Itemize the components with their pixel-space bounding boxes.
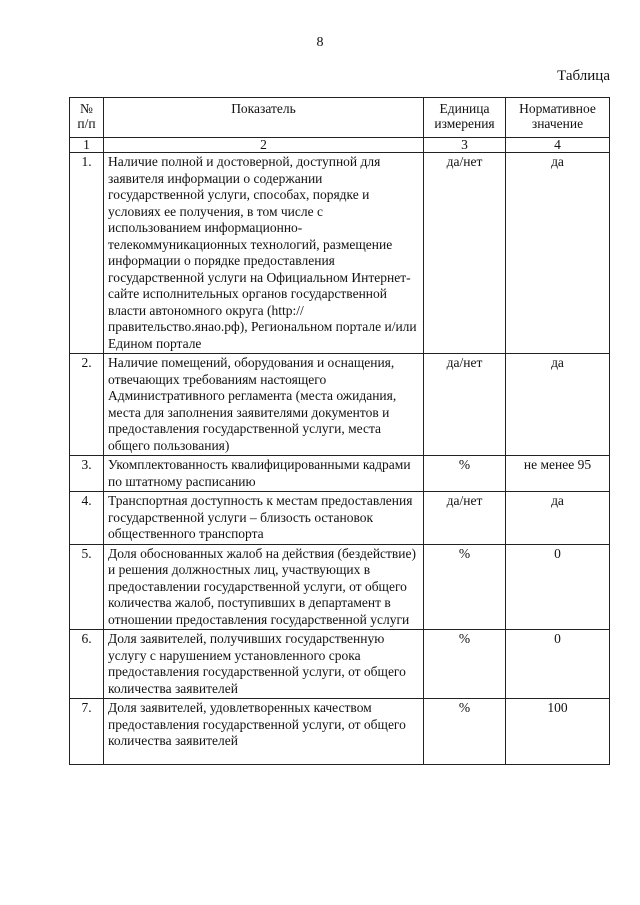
column-number: 1 <box>70 138 104 153</box>
row-number: 2. <box>70 354 104 456</box>
row-norm: да <box>506 153 610 354</box>
row-indicator: Укомплектованность квалифицированными кадрами по штатному расписанию <box>104 456 424 492</box>
header-norm: Нормативное значение <box>506 98 610 138</box>
table-row <box>70 630 610 699</box>
row-unit: % <box>424 699 506 765</box>
row-norm: 0 <box>506 544 610 630</box>
row-number: 6. <box>70 630 104 699</box>
row-indicator: Доля обоснованных жалоб на действия (бездействие) и решения должностных лиц, участвующих в предоставлении государственной услуги, от общего количества жалоб, поступивших в департамент в отношении предоставления государственной услуги <box>104 544 424 630</box>
table-row <box>70 456 610 492</box>
row-indicator: Наличие помещений, оборудования и оснащения, отвечающих требованиям настоящего Административного регламента (места ожидания, места для заполнения заявителями документов и предоставления государственной услуги, места общего пользования) <box>104 354 424 456</box>
indicators-table <box>69 97 610 765</box>
header-indicator: Показатель <box>104 98 424 138</box>
row-unit: % <box>424 544 506 630</box>
row-number: 3. <box>70 456 104 492</box>
table-caption: Таблица <box>557 68 610 84</box>
table-row <box>70 153 610 354</box>
row-number: 5. <box>70 544 104 630</box>
row-norm: не менее 95 <box>506 456 610 492</box>
page-number: 8 <box>316 35 324 50</box>
table-row <box>70 544 610 630</box>
header-num: № п/п <box>70 98 104 138</box>
row-norm: да <box>506 492 610 545</box>
row-indicator: Доля заявителей, получивших государственную услугу с нарушением установленного срока предоставления государственной услуги, от общего количества заявителей <box>104 630 424 699</box>
column-number: 3 <box>424 138 506 153</box>
table-row <box>70 699 610 765</box>
row-unit: да/нет <box>424 153 506 354</box>
row-unit: да/нет <box>424 492 506 545</box>
row-norm: 0 <box>506 630 610 699</box>
row-indicator: Наличие полной и достоверной, доступной для заявителя информации о содержании государственной услуги, способах, порядке и условиях ее получения, в том числе с использованием информационно-телекоммуникационных технологий, размещение информации о порядке предоставления государственной услуги на Официальном Интернет-сайте исполнительных органов государственной власти автономного округа (http://правительство.янао.рф), Региональном портале и/или Едином портале <box>104 153 424 354</box>
column-number: 4 <box>506 138 610 153</box>
row-unit: % <box>424 456 506 492</box>
column-number: 2 <box>104 138 424 153</box>
row-indicator: Доля заявителей, удовлетворенных качеством предоставления государственной услуги, от общего количества заявителей <box>104 699 424 765</box>
row-number: 7. <box>70 699 104 765</box>
row-number: 4. <box>70 492 104 545</box>
row-unit: да/нет <box>424 354 506 456</box>
row-number: 1. <box>70 153 104 354</box>
row-indicator: Транспортная доступность к местам предоставления государственной услуги – близость остановок общественного транспорта <box>104 492 424 545</box>
row-unit: % <box>424 630 506 699</box>
row-norm: 100 <box>506 699 610 765</box>
header-unit: Единица измерения <box>424 98 506 138</box>
table-header-row <box>70 98 610 138</box>
row-norm: да <box>506 354 610 456</box>
table-row <box>70 354 610 456</box>
column-numbers-row <box>70 138 610 153</box>
table-row <box>70 492 610 545</box>
